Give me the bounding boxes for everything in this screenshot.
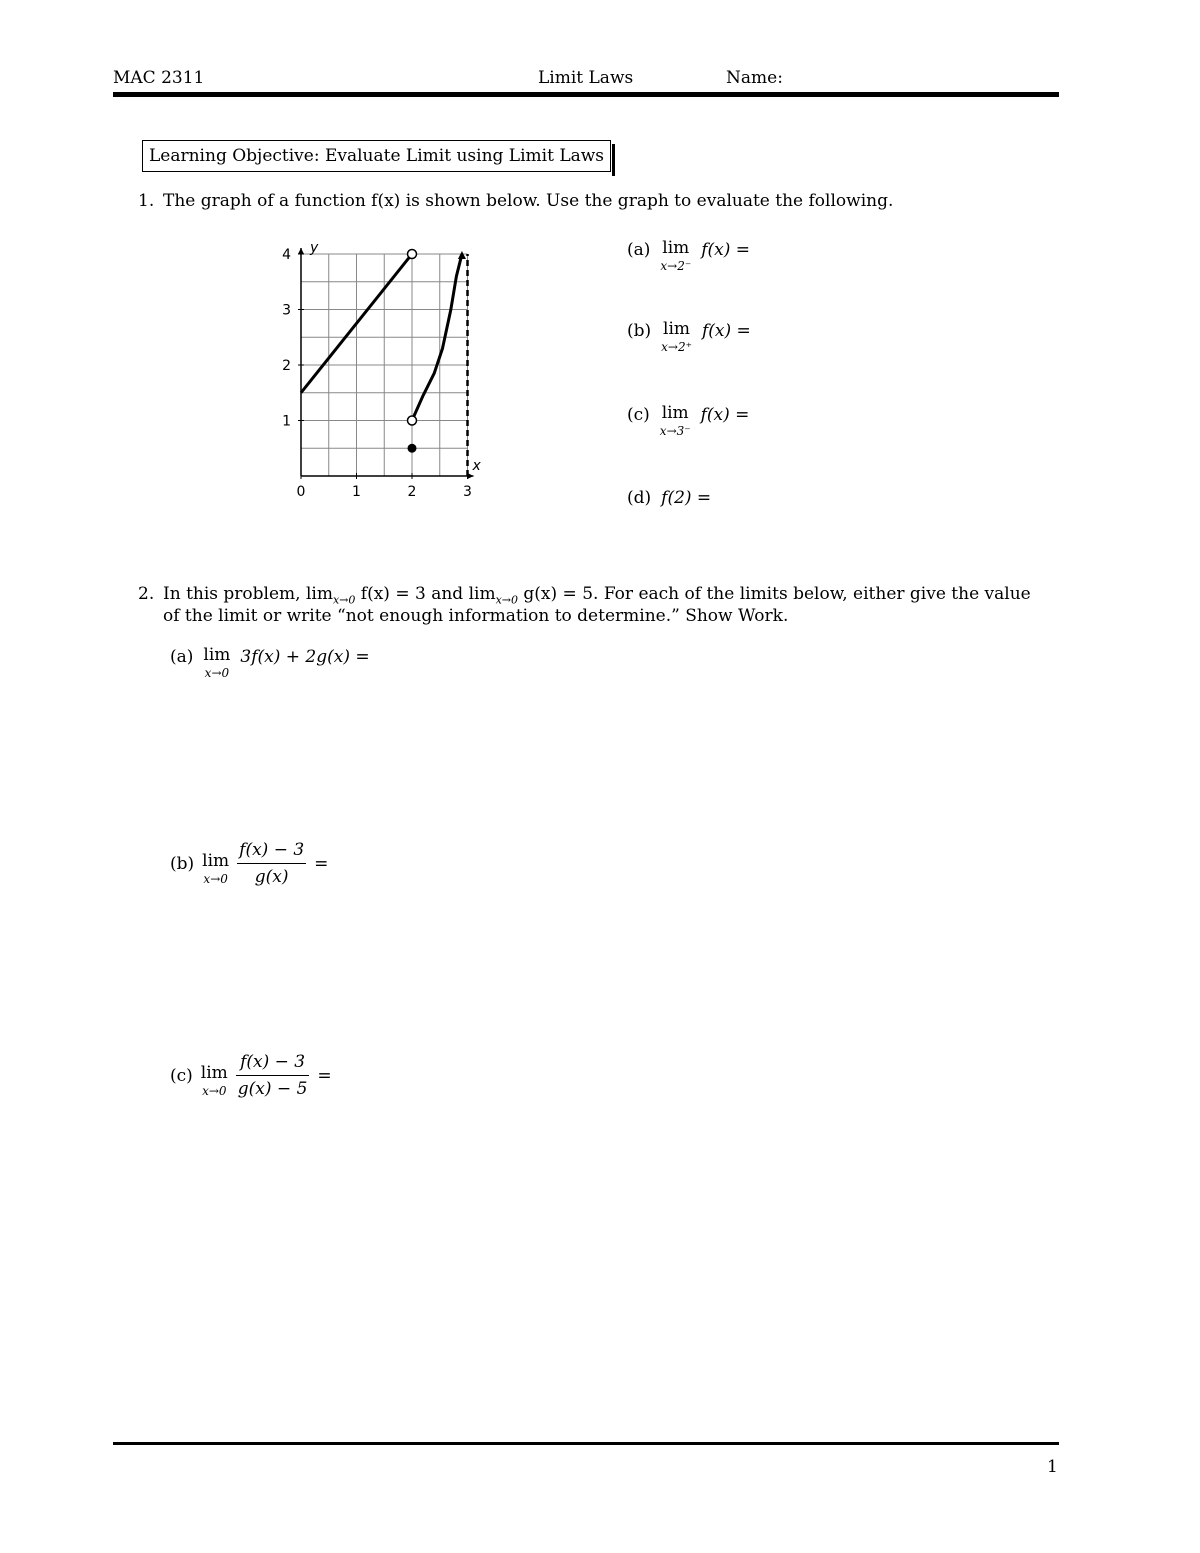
x-tick-label: 1 (352, 484, 361, 500)
problem-1-part-a (627, 240, 750, 272)
y-tick-label: 3 (282, 302, 291, 319)
limit-operator: lim x→2⁻ (660, 238, 692, 273)
problem-1-text: The graph of a function f(x) is shown below. Use the graph to evaluate the following. (163, 191, 894, 211)
fraction: $\frac{f(x) - 3}{g(x) - 5}$ (237, 1052, 308, 1099)
problem-1-number: 1. (138, 191, 155, 211)
curve-arrow (458, 251, 466, 259)
limit-operator: lim x→3⁻ (659, 403, 691, 438)
part-expression: f(2) = (661, 488, 712, 508)
y-tick-label: 4 (282, 247, 291, 263)
part-expression: f(x) = (701, 240, 750, 260)
y-axis-label: y (310, 240, 319, 256)
learning-objective-box: Learning Objective: Evaluate Limit using Limit Laws (142, 140, 611, 172)
name-label: Name: (726, 68, 783, 88)
part-label: (b) (170, 853, 195, 874)
limit-operator: lim x→0 (203, 645, 231, 680)
part-label: (c) (170, 1065, 193, 1086)
graph-labels (282, 240, 481, 500)
problem-2-part-c (170, 1052, 332, 1099)
x-tick-label: 2 (407, 484, 417, 500)
problem-2-number: 2. (138, 584, 155, 604)
equals-sign: = (314, 853, 329, 874)
footer-rule (113, 1442, 1059, 1445)
part-expression: f(x) = (701, 321, 751, 341)
fraction: $\frac{f(x) - 3}{g(x)}$ (239, 840, 305, 887)
graph-curves (301, 251, 466, 421)
x-axis-label: x (472, 458, 481, 474)
part-label: (a) (170, 647, 194, 667)
y-tick-label: 2 (282, 358, 291, 374)
part-label: (c) (627, 405, 650, 425)
problem-1-part-c (627, 405, 749, 437)
x-tick-label: 0 (296, 484, 306, 500)
problem-1-part-b (627, 321, 751, 353)
part-expression: 3f(x) + 2g(x) = (240, 647, 370, 667)
open-point (408, 416, 417, 425)
y-tick-label: 1 (282, 413, 291, 430)
function-graph (270, 232, 490, 507)
course-code: MAC 2311 (113, 68, 205, 88)
limit-operator: lim x→0 (200, 1062, 228, 1098)
problem-1-part-d (627, 488, 711, 508)
topic-title: Limit Laws (538, 68, 634, 88)
part-label: (a) (627, 240, 651, 260)
part-expression: f(x) = (700, 405, 750, 425)
open-point (408, 250, 417, 259)
problem-2-part-a (170, 647, 370, 679)
problem-2-line-1: In this problem, $\lim_{x\to 0} f(x) = 3$ and $\lim_{x\to 0} g(x) = 5$. For each of the limits below, either give the value (163, 584, 1031, 607)
problem-2-part-b (170, 840, 328, 887)
x-tick-label: 3 (463, 484, 472, 500)
page-number: 1 (1047, 1457, 1058, 1477)
equals-sign: = (317, 1065, 332, 1086)
part-label: (d) (627, 488, 652, 508)
limit-operator: lim x→2⁺ (661, 319, 692, 354)
part-label: (b) (627, 321, 652, 341)
y-axis-arrow (298, 248, 304, 254)
problem-2-line-2: of the limit or write “not enough information to determine.” Show Work. (163, 606, 789, 626)
limit-operator: lim x→0 (202, 850, 230, 886)
header-rule (113, 92, 1059, 97)
closed-point (408, 444, 417, 453)
